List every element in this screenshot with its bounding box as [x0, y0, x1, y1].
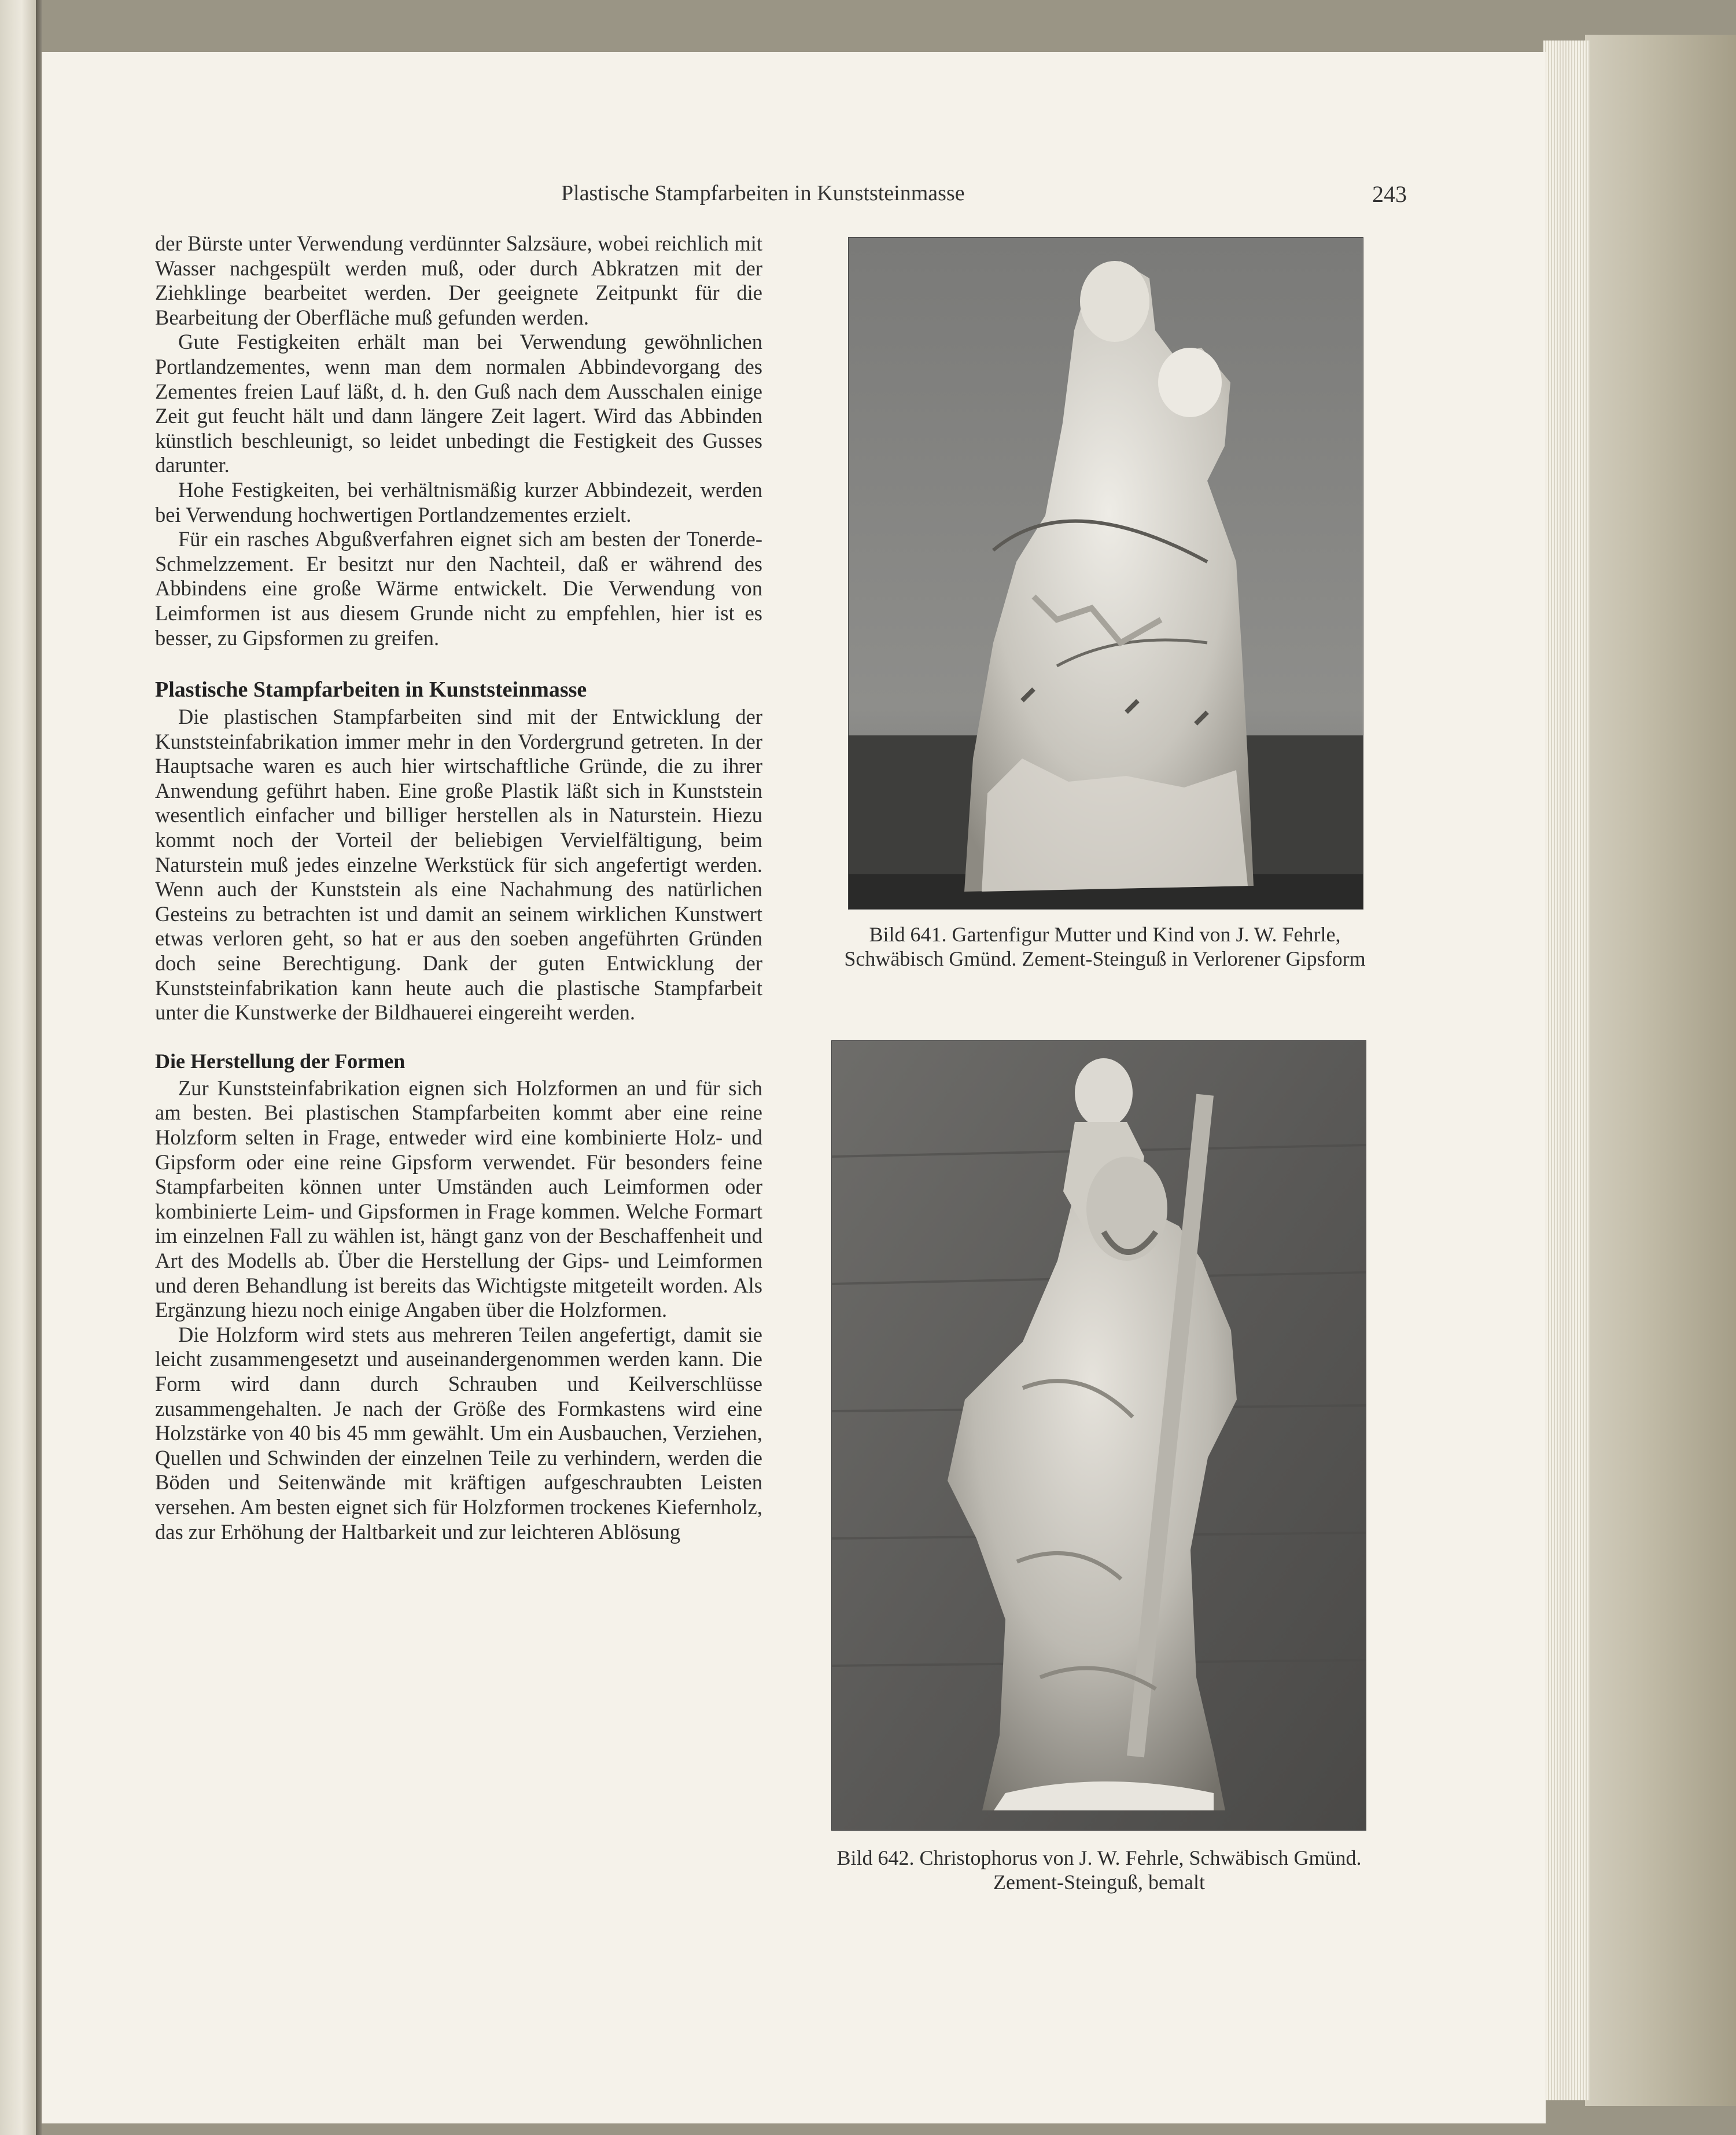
paragraph: Gute Festigkeiten erhält man bei Verwendung gewöhnlichen Portlandzementes, wenn man dem normalen Abbindevorgang des Zementes freien Lauf läßt, d. h. den Guß nach dem Ausschalen einige Zeit gut feucht hält und dann längere Zeit lagert. Wird das Abbinden künstlich beschleunigt, so leidet unbedingt die Festigkeit des Gusses darunter. [155, 330, 762, 477]
paragraph: Zur Kunststeinfabrikation eignen sich Holzformen an und für sich am besten. Bei plastischen Stampfarbeiten kommt aber eine reine Holzform selten in Frage, entweder wird eine kombinierte Holz- und Gipsform oder eine reine Gipsform verwendet. Für besonders feine Stampfarbeiten können unter Umständen auch Leimformen oder kombinierte Leim- und Gipsformen in Frage kommen. Welche Formart im einzelnen Fall zu wählen ist, hängt ganz von der Beschaffenheit und Art des Modells ab. Über die Herstellung der Gips- und Leimformen und deren Behandlung ist bereits das Wichtigste mitgeteilt worden. Als Ergänzung hiezu noch einige Angaben über die Holzformen. [155, 1076, 762, 1322]
statue-mother-child-image [849, 238, 1363, 909]
paragraph: Hohe Festigkeiten, bei verhältnismäßig kurzer Abbindezeit, werden bei Verwendung hochwertigen Portlandzementes erzielt. [155, 477, 762, 527]
page-number: 243 [1372, 181, 1407, 207]
running-title: Plastische Stampfarbeiten in Kunststeinmasse [561, 181, 965, 205]
figure-642-photo [831, 1040, 1366, 1831]
subsection-heading: Die Herstellung der Formen [155, 1049, 406, 1073]
statue-christophorus-image [832, 1041, 1366, 1830]
figure-642-caption: Bild 642. Christophorus von J. W. Fehrle, Schwäbisch Gmünd. Zement-Steinguß, bemalt [836, 1846, 1362, 1894]
book-cover-edge [1585, 35, 1736, 2106]
figure-641-caption: Bild 641. Gartenfigur Mutter und Kind von J. W. Fehrle, Schwäbisch Gmünd. Zement-Steinguß in Verlorener Gipsform [844, 923, 1366, 970]
book-gutter [36, 0, 42, 2135]
figure-641-photo [848, 237, 1363, 910]
paragraph: Die Holzform wird stets aus mehreren Teilen angefertigt, damit sie leicht zusammengesetzt und auseinandergenommen werden kann. Die Form wird dann durch Schrauben und Keilverschlüsse zusammengehalten. Je nach der Größe des Formkastens wird eine Holzstärke von 40 bis 45 mm gewählt. Um ein Ausbauchen, Verziehen, Quellen und Schwinden der einzelnen Teile zu verhindern, werden die Böden und Seitenwände mit kräftigen aufgeschraubten Leisten versehen. Am besten eignet sich für Holzformen trockenes Kiefernholz, das zur Erhöhung der Haltbarkeit und zur leichteren Ablösung [155, 1322, 762, 1544]
paragraph: Für ein rasches Abgußverfahren eignet sich am besten der Tonerde-Schmelzzement. Er besitzt nur den Nachteil, daß er während des Abbindens eine große Wärme entwickelt. Die Verwendung von Leimformen ist aus diesem Grunde nicht zu empfehlen, hier ist es besser, zu Gipsformen zu greifen. [155, 527, 762, 650]
paragraph: Die plastischen Stampfarbeiten sind mit der Entwicklung der Kunststeinfabrikation immer mehr in den Vordergrund getreten. In der Hauptsache waren es auch hier wirtschaftliche Gründe, die zu ihrer Anwendung geführt haben. Eine große Plastik läßt sich in Kunststein wesentlich einfacher und billiger herstellen als in Naturstein. Hiezu kommt noch der Vorteil der beliebigen Vervielfältigung, beim Naturstein muß jedes einzelne Werkstück für sich angefertigt werden. Wenn auch der Kunststein als eine Nachahmung des natürlichen Gesteins zu betrachten ist und damit an seinem wirklichen Kunstwert etwas verloren geht, so hat er aus den soeben angeführten Gründen doch seine Berechtigung. Dank der guten Entwicklung der Kunststeinfabrikation kann heute auch die plastische Stampfarbeit unter die Kunstwerke der Bildhauerei eingereiht werden. [155, 705, 762, 1025]
left-page-edge [0, 0, 37, 2135]
page-stack-edge [1543, 41, 1590, 2100]
section-heading: Plastische Stampfarbeiten in Kunststeinmasse [155, 678, 587, 702]
paragraph: der Bürste unter Verwendung verdünnter Salzsäure, wobei reichlich mit Wasser nachgespült werden muß, oder durch Abkratzen mit der Ziehklinge bearbeitet werden. Der geeignete Zeitpunkt für die Bearbeitung der Oberfläche muß gefunden werden. [155, 231, 762, 329]
body-text-column [155, 231, 762, 1544]
